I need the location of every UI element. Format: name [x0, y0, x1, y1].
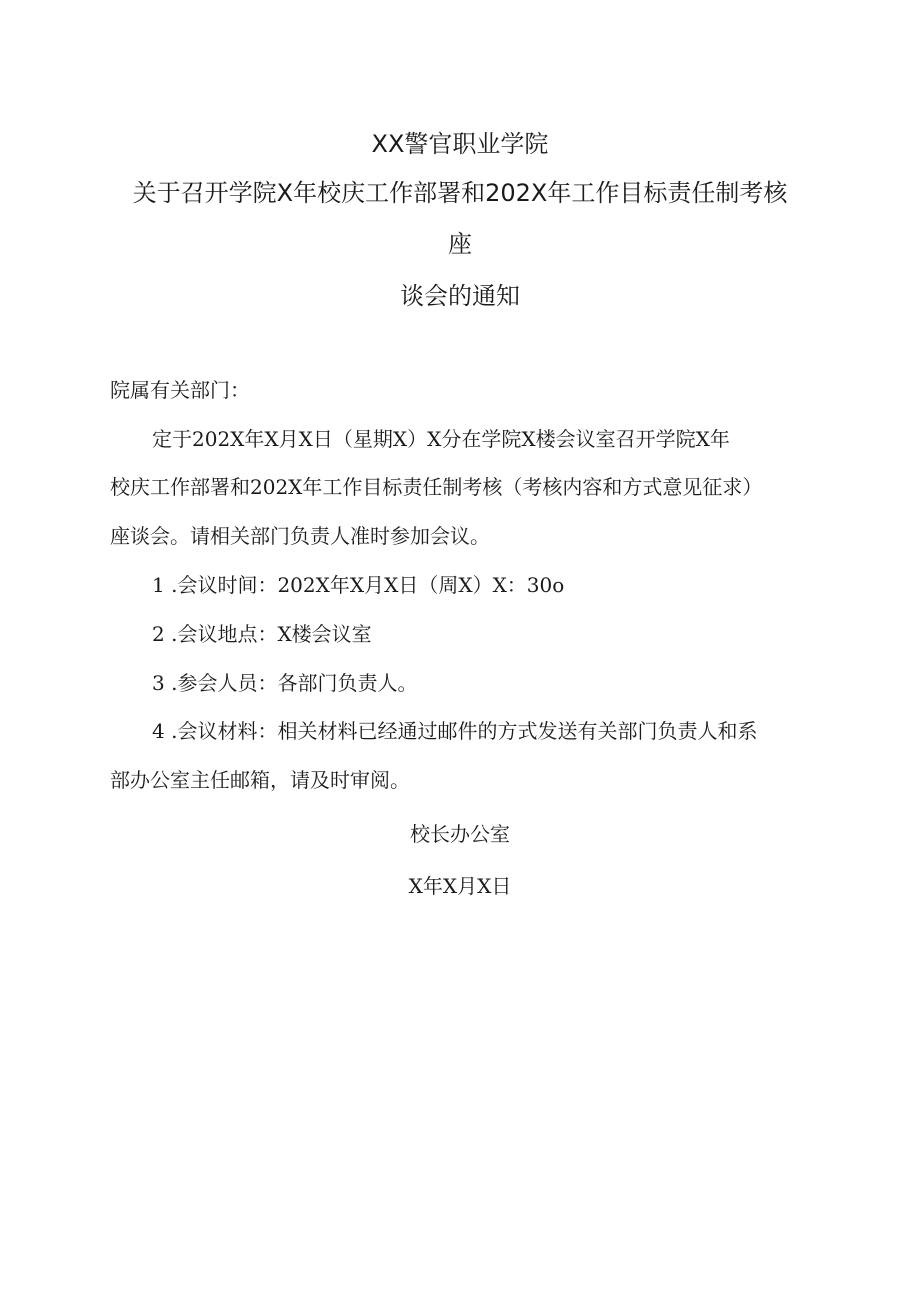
list-item-materials-continuation: 部办公室主任邮箱，请及时审阅。	[110, 768, 410, 792]
paragraph-line-2: 校庆工作部署和202X年工作目标责任制考核（考核内容和方式意见征求）	[110, 475, 763, 499]
signature-office: 校长办公室	[410, 822, 510, 846]
list-item-meeting-location: 2 .会议地点：X楼会议室	[152, 622, 372, 646]
document-title-line-3: 谈会的通知	[400, 282, 520, 310]
paragraph-line-1: 定于202X年X月X日（星期X）X分在学院X楼会议室召开学院X年	[152, 427, 730, 451]
document-title-line-2: 座	[448, 230, 472, 258]
document-title-line-1: 关于召开学院X年校庆工作部署和202X年工作目标责任制考核	[132, 179, 788, 207]
signature-date: X年X月X日	[408, 874, 512, 898]
salutation: 院属有关部门：	[110, 378, 250, 402]
institution-name: XX警官职业学院	[371, 130, 549, 158]
list-item-attendees: 3 .参会人员：各部门负责人。	[152, 671, 418, 695]
paragraph-line-3: 座谈会。请相关部门负责人准时参加会议。	[110, 524, 490, 548]
list-item-meeting-time: 1 .会议时间：202X年X月X日（周X）X：30o	[152, 573, 565, 597]
list-item-materials: 4 .会议材料：相关材料已经通过邮件的方式发送有关部门负责人和系	[152, 719, 758, 743]
